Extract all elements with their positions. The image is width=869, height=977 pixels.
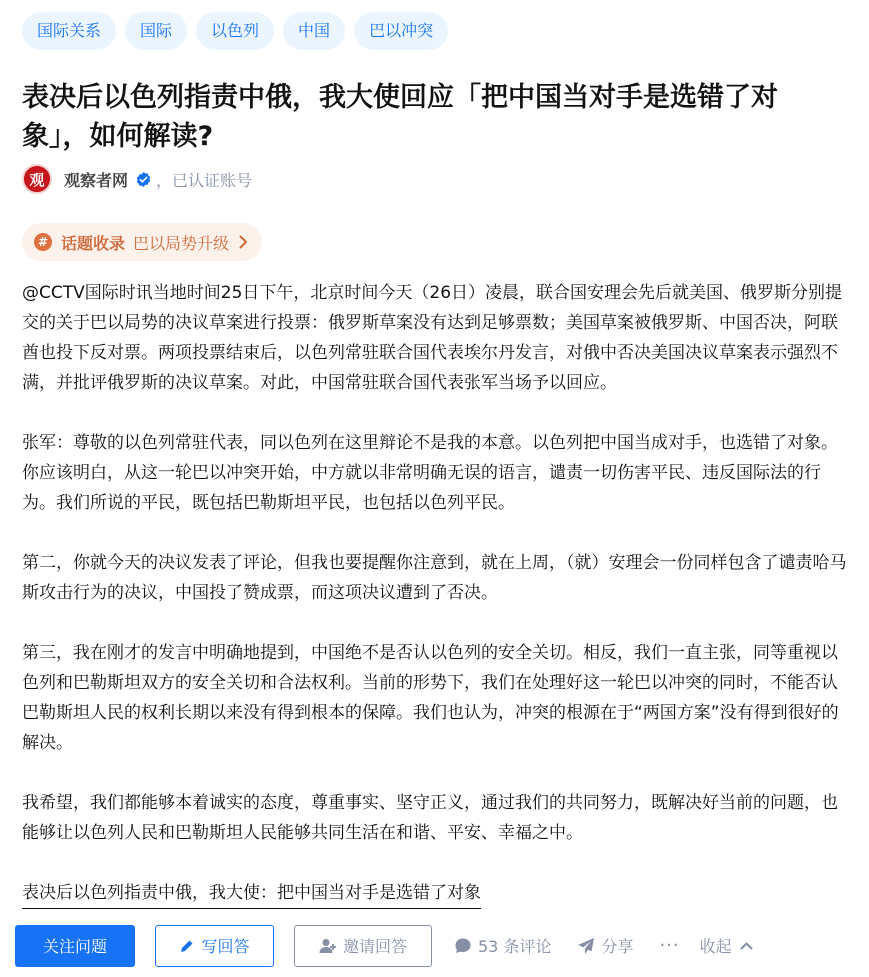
paragraph-2: 张军：尊敬的以色列常驻代表，同以色列在这里辩论不是我的本意。以色列把中国当成对手，也选错了对象。你应该明白，从这一轮巴以冲突开始，中方就以非常明确无误的语言，谴责一切伤害平民、违反国际法的行为。我们所说的平民，既包括巴勒斯坦平民，也包括以色列平民。 bbox=[22, 433, 838, 513]
paragraph-3: 第二，你就今天的决议发表了评论，但我也要提醒你注意到，就在上周，（就）安理会一份同样包含了谴责哈马斯攻击行为的决议，中国投了赞成票，而这项决议遭到了否决。 bbox=[22, 553, 847, 603]
share-button[interactable] bbox=[577, 934, 633, 957]
tag-international-relations[interactable]: 国际关系 bbox=[22, 12, 116, 50]
pencil-icon bbox=[179, 938, 195, 954]
paragraph-4: 第三，我在刚才的发言中明确地提到，中国绝不是否认以色列的安全关切。相反，我们一直主张，同等重视以色列和巴勒斯坦双方的安全关切和合法权利。当前的形势下，我们在处理好这一轮巴以冲突的同时，不能否认巴勒斯坦人民的权利长期以来没有得到根本的保障。我们也认为，冲突的根源在于“两国方案”没有得到很好的解决。 bbox=[22, 643, 839, 753]
topic-label: 话题收录 bbox=[61, 233, 126, 253]
action-bar bbox=[0, 914, 869, 977]
follow-question-label: 关注问题 bbox=[42, 937, 107, 956]
add-user-icon bbox=[319, 938, 337, 954]
author-info bbox=[22, 164, 847, 194]
topic-collection-chip[interactable] bbox=[22, 223, 262, 261]
topic-tags bbox=[22, 0, 847, 52]
topic-name: 巴以局势升级 bbox=[133, 233, 230, 253]
chevron-right-icon bbox=[239, 235, 248, 249]
paper-plane-icon bbox=[577, 937, 595, 955]
verified-check-icon bbox=[135, 171, 152, 188]
comment-bubble-icon bbox=[454, 937, 472, 955]
write-answer-label: 写回答 bbox=[201, 937, 250, 956]
author-name[interactable]: 观察者网 bbox=[64, 170, 129, 190]
follow-question-button[interactable] bbox=[15, 925, 135, 967]
paragraph-5: 我希望，我们都能够本着诚实的态度，尊重事实、坚守正义，通过我们的共同努力，既解决好当前的问题，也能够让以色列人民和巴勒斯坦人民能够共同生活在和谐、平安、幸福之中。 bbox=[22, 793, 838, 843]
share-label: 分享 bbox=[601, 937, 634, 956]
paragraph-1: @CCTV国际时讯当地时间25日下午，北京时间今天（26日）凌晨，联合国安理会先后就美国、俄罗斯分别提交的关于巴以局势的决议草案进行投票：俄罗斯草案没有达到足够票数；美国草案被俄罗斯、中国否决，阿联酋也投下反对票。两项投票结束后，以色列常驻联合国代表埃尔丹发言，对俄中否决美国决议草案表示强烈不满，并批评俄罗斯的决议草案。对此，中国常驻联合国代表张军当场予以回应。 bbox=[22, 283, 843, 393]
more-button[interactable] bbox=[659, 935, 679, 956]
tag-israel[interactable]: 以色列 bbox=[196, 12, 274, 50]
collapse-label: 收起 bbox=[699, 937, 732, 956]
comments-label: 53 条评论 bbox=[478, 937, 552, 956]
avatar[interactable] bbox=[22, 164, 52, 194]
avatar-text: 观 bbox=[29, 170, 45, 189]
hashtag-icon: # bbox=[34, 233, 52, 251]
invite-answer-button[interactable] bbox=[294, 925, 432, 967]
collapse-button[interactable] bbox=[700, 934, 753, 957]
comments-button[interactable] bbox=[454, 934, 551, 957]
tag-china[interactable]: 中国 bbox=[283, 12, 345, 50]
question-title: 表决后以色列指责中俄，我大使回应「把中国当对手是选错了对象」，如何解读? bbox=[22, 82, 778, 152]
chevron-up-icon bbox=[740, 941, 753, 950]
invite-answer-label: 邀请回答 bbox=[342, 937, 407, 956]
tag-international[interactable]: 国际 bbox=[125, 12, 187, 50]
tag-israel-palestine-conflict[interactable]: 巴以冲突 bbox=[354, 12, 448, 50]
article-link[interactable]: 表决后以色列指责中俄，我大使：把中国当对手是选错了对象 bbox=[22, 878, 481, 909]
write-answer-button[interactable] bbox=[155, 925, 274, 967]
verified-text: ，已认证账号 bbox=[156, 170, 253, 190]
question-detail bbox=[22, 278, 848, 909]
more-label: ··· bbox=[659, 935, 680, 956]
